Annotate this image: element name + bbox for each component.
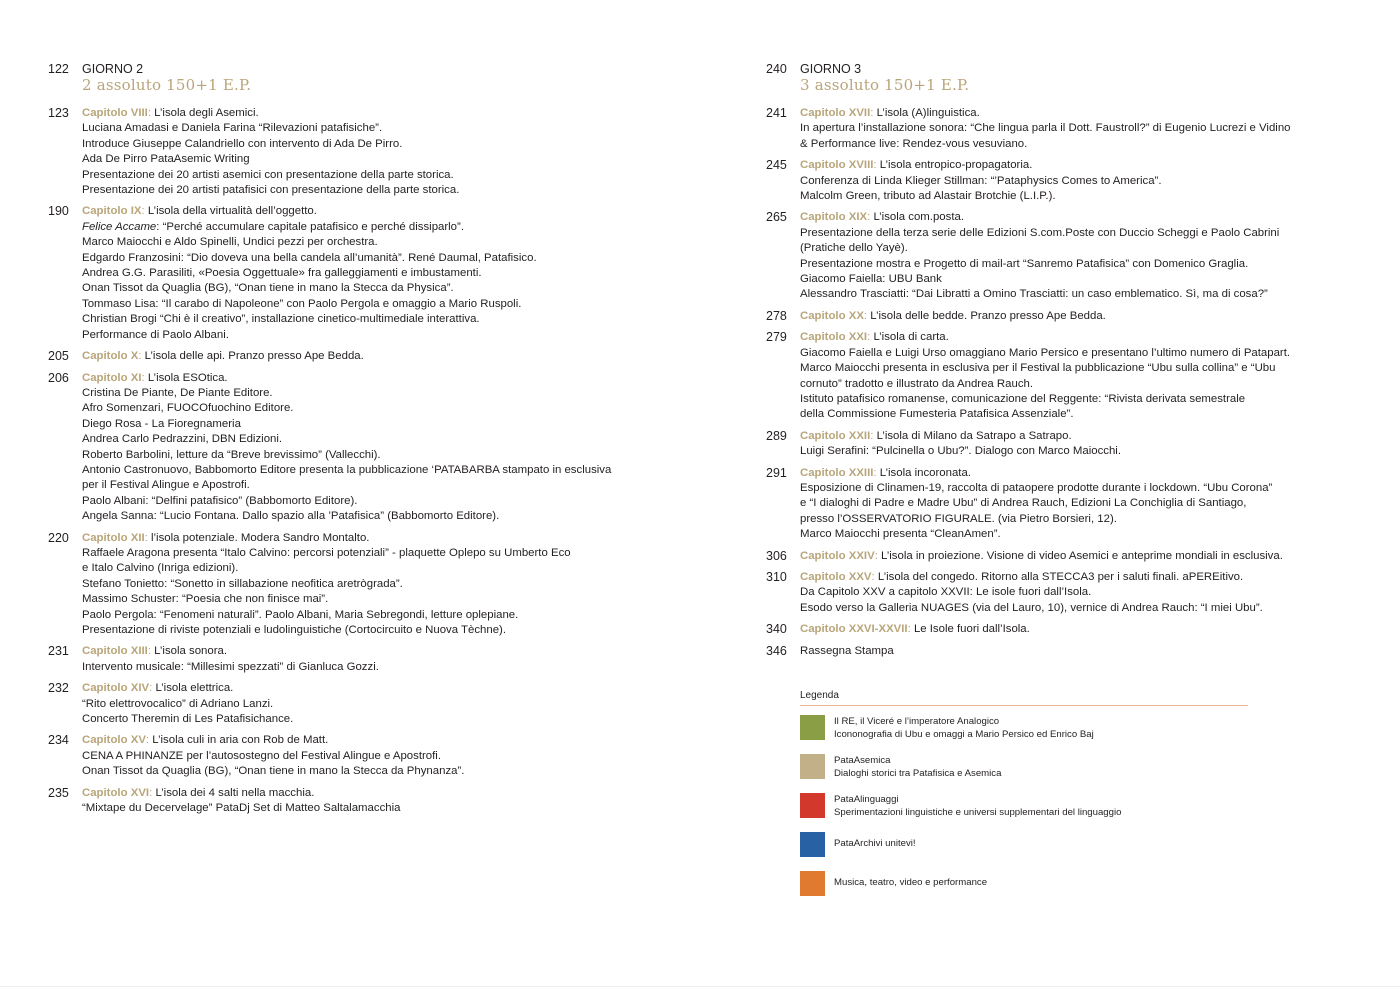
entry-line: Andrea Carlo Pedrazzini, DBN Edizioni. [82, 433, 283, 446]
entry-line: Malcolm Green, tributo ad Alastair Brotchie (L.I.P.). [800, 190, 1056, 203]
chapter-title: L’isola incoronata. [879, 466, 971, 479]
entry-line: Massimo Schuster: “Poesia che non finisce mai”. [82, 593, 329, 606]
page-number: 231 [48, 644, 69, 659]
page-number: 278 [766, 308, 787, 323]
entry-line: Onan Tissot da Quaglia (BG), “Onan tiene in mano la Stecca da Phynanza”. [82, 765, 465, 778]
program-entry [48, 349, 688, 364]
entry-line: Luciana Amadasi e Daniela Farina “Rilevazioni patafisiche”. [82, 122, 383, 135]
page-number: 220 [48, 530, 69, 545]
chapter-title: L’isola delle api. Pranzo presso Ape Bedda. [144, 350, 364, 363]
chapter-colon: : [144, 531, 151, 544]
entry-line: Tommaso Lisa: “Il carabo di Napoleone” con Paolo Pergola e omaggio a Mario Ruspoli. [82, 297, 522, 310]
entry-line: Presentazione della terza serie delle Edizioni S.com.Poste con Duccio Scheggi e Paolo Cabrini [800, 226, 1280, 239]
entry-heading [800, 210, 1366, 225]
entry-heading [800, 570, 1366, 585]
legend-label: PataArchivi unitevi! [834, 838, 916, 849]
chapter-colon: : [147, 107, 155, 119]
program-entry [766, 158, 1366, 204]
chapter-title: L’isola delle bedde. Pranzo presso Ape Bedda. [870, 309, 1106, 322]
speaker-name: Felice Accame [82, 220, 157, 233]
page-number: 346 [766, 643, 787, 658]
entry-heading [800, 622, 1366, 637]
chapter-label: Capitolo XII [82, 531, 145, 544]
entry-line: Giacomo Faiella e Luigi Urso omaggiano Mario Persico e presentano l’ultimo numero di Patapart. [800, 346, 1291, 359]
chapter-label: Capitolo XXII [800, 429, 871, 442]
chapter-colon: : [907, 623, 914, 636]
chapter-colon: : [145, 734, 153, 747]
entry-heading [800, 429, 1366, 444]
entry-line: della Commissione Fumesteria Patafisica Assenziale”. [800, 408, 1074, 421]
page-number: 234 [48, 733, 69, 748]
chapter-colon: : [867, 331, 874, 344]
program-entry [766, 644, 1366, 659]
entry-heading [800, 106, 1366, 121]
page-number: 291 [766, 465, 787, 480]
entry-line: (Pratiche dello Yayè). [800, 242, 908, 255]
chapter-label: Capitolo XVIII [800, 159, 874, 172]
program-entry [48, 733, 688, 779]
chapter-colon: : [873, 159, 880, 172]
program-entry [48, 786, 688, 817]
entry-line: Antonio Castronuovo, Babbomorto Editore presenta la pubblicazione ‘PATABARBA stampato in esclusiva [82, 463, 612, 476]
entry-line: Giacomo Faiella: UBU Bank [800, 273, 942, 286]
legend-text [834, 838, 916, 851]
chapter-title: L’isola com.posta. [873, 211, 964, 224]
page-number: 190 [48, 204, 69, 219]
page-number: 205 [48, 349, 69, 364]
chapter-title: L’isola degli Asemici. [154, 107, 259, 119]
entry-line: e Italo Calvino (Inriga edizioni). [82, 562, 239, 575]
legend-title: Legenda [800, 689, 1248, 706]
chapter-title: L’isola in proiezione. Visione di video Asemici e anteprime mondiali in esclusiva. [881, 549, 1283, 562]
entry-line: Presentazione di riviste potenziali e ludolinguistiche (Cortocircuito e Nuova Tèchne). [82, 624, 506, 636]
entry-line: per il Festival Alingue e Apostrofi. [82, 479, 250, 492]
chapter-label: Capitolo XXVI-XXVII [800, 623, 908, 636]
page-number: 235 [48, 785, 69, 800]
chapter-label: Capitolo XI [82, 371, 142, 384]
chapter-colon: : [141, 371, 148, 384]
chapter-label: Capitolo XIII [82, 645, 148, 658]
chapter-colon: : [871, 570, 878, 583]
page-number: 265 [766, 210, 787, 225]
legend-text [834, 716, 1094, 741]
entry-line: e “I dialoghi di Padre e Madre Ubu” di Andrea Rauch, Edizioni La Conchiglia di Santiago, [800, 497, 1247, 510]
chapter-label: Capitolo XXV [800, 570, 872, 583]
page-number: 306 [766, 548, 787, 563]
page-number: 289 [766, 428, 787, 443]
chapter-title: L’isola di carta. [873, 331, 949, 344]
right-column [766, 62, 1366, 665]
day-label: GIORNO 2 [82, 62, 144, 76]
day-header [766, 62, 1366, 94]
chapter-label: Capitolo XVI [82, 786, 150, 799]
entry-heading [82, 349, 688, 364]
legend-text [834, 794, 1121, 819]
entry-line: CENA A PHINANZE per l’autosostegno del Festival Alingue e Apostrofi. [82, 749, 441, 762]
program-entry [48, 106, 688, 198]
chapter-title: L’isola della virtualità dell’oggetto. [147, 205, 317, 218]
legend-swatch [800, 793, 825, 818]
page-number: 232 [48, 681, 69, 696]
entry-line: Onan Tissot da Quaglia (BG), “Onan tiene in mano la Stecca da Physica”. [82, 282, 454, 295]
chapter-colon: : [874, 549, 882, 562]
program-entry [766, 466, 1366, 543]
entry-line: “Mixtape du Decervelage” PataDj Set di Matteo Saltalamacchia [82, 802, 401, 815]
chapter-title: L’isola entropico-propagatoria. [879, 159, 1033, 172]
left-column [48, 62, 688, 822]
chapter-label: Capitolo XV [82, 734, 146, 747]
program-entry [48, 531, 688, 639]
chapter-title: L’isola ESOtica. [147, 371, 228, 384]
chapter-title: L’isola sonora. [154, 645, 227, 658]
legend-label: PataAlinguaggi [834, 794, 899, 805]
legend-swatch [800, 832, 825, 857]
program-entry [766, 210, 1366, 302]
entry-line: Paolo Pergola: “Fenomeni naturali”. Paolo Albani, Maria Sebregondi, letture oplepiane. [82, 608, 519, 621]
chapter-label: Capitolo IX [82, 205, 142, 218]
program-entry [48, 681, 688, 727]
entry-line: Paolo Albani: “Delfini patafisico” (Babbomorto Editore). [82, 494, 358, 507]
program-entry [766, 106, 1366, 152]
entry-line: In apertura l’installazione sonora: “Che lingua parla il Dott. Faustroll?” di Eugenio Lucrezi e Vidino [800, 122, 1291, 135]
entry-line: Stefano Tonietto: “Sonetto in sillabazione neofitica aretrògrada”. [82, 577, 403, 590]
page-number: 122 [48, 62, 69, 76]
entry-line: Edgardo Franzosini: “Dio doveva una bella candela all’umanità”. René Daumal, Patafisico. [82, 251, 537, 264]
page-number: 245 [766, 158, 787, 173]
legend-item [800, 754, 1248, 779]
entry-line: Conferenza di Linda Klieger Stillman: “’Pataphysics Comes to America”. [800, 174, 1162, 187]
chapter-label: Capitolo XXIV [800, 549, 875, 562]
entry-line: Da Capitolo XXV a capitolo XXVII: Le isole fuori dall’Isola. [800, 586, 1092, 599]
legend-items [800, 715, 1248, 896]
entry-line: Alessandro Trasciatti: “Dai Libratti a Omino Trasciatti: un caso emblematico. Sì, ma di cosa?” [800, 288, 1268, 301]
entry-line: cornuto” tradotto e illustrato da Andrea Rauch. [800, 377, 1034, 390]
legend [800, 689, 1248, 910]
entry-heading [800, 644, 1366, 659]
program-entry [766, 622, 1366, 637]
legend-description: Sperimentazioni linguistiche e universi supplementari del linguaggio [834, 806, 1122, 818]
entry-heading [82, 204, 688, 219]
entry-line: Presentazione dei 20 artisti patafisici con presentazione della parte storica. [82, 184, 460, 197]
entry-line: Ada De Pirro PataAsemic Writing [82, 153, 250, 166]
chapter-title: L’isola elettrica. [155, 682, 234, 695]
legend-text [834, 755, 1001, 780]
program-entry [48, 644, 688, 675]
entry-line: Istituto patafisico romanense, comunicazione del Reggente: “Rivista derivata semestrale [800, 392, 1246, 405]
program-entry [48, 204, 688, 343]
chapter-title: L’isola dei 4 salti nella macchia. [155, 786, 315, 799]
entry-line: “Rito elettrovocalico” di Adriano Lanzi. [82, 697, 274, 710]
entry-line: Afro Somenzari, FUOCOfuochino Editore. [82, 402, 294, 415]
day-header [48, 62, 688, 94]
entry-heading [82, 371, 688, 386]
chapter-colon: : [863, 309, 871, 322]
page-number: 310 [766, 569, 787, 584]
entry-heading [82, 531, 688, 546]
legend-label: PataAsemica [834, 755, 891, 766]
chapter-colon: : [149, 682, 156, 695]
chapter-label: Capitolo XIV [82, 682, 150, 695]
entry-heading [800, 309, 1366, 324]
legend-description: Dialoghi storici tra Patafisica e Asemica [834, 767, 1002, 779]
program-entry [766, 570, 1366, 616]
entry-line: Performance di Paolo Albani. [82, 328, 229, 341]
chapter-label: Capitolo VIII [82, 107, 148, 119]
program-entry [766, 309, 1366, 324]
chapter-colon: : [867, 211, 874, 224]
entry-heading [82, 733, 688, 748]
entry-line [82, 220, 688, 235]
legend-item [800, 793, 1248, 818]
legend-item [800, 832, 1248, 857]
entry-line: Marco Maiocchi presenta in esclusiva per il Festival la pubblicazione “Ubu sulla collina” e “Ubu [800, 362, 1276, 375]
page-number: 206 [48, 370, 69, 385]
entry-line: Presentazione mostra e Progetto di mail-art “Sanremo Patafisica” con Domenico Graglia. [800, 257, 1249, 270]
entry-line: Luigi Serafini: “Pulcinella o Ubu?”. Dialogo con Marco Maiocchi. [800, 445, 1121, 458]
chapter-label: Capitolo XIX [800, 211, 868, 224]
day-label: GIORNO 3 [800, 62, 862, 76]
legend-item [800, 871, 1248, 896]
chapter-colon: : [873, 466, 880, 479]
entry-line: Christian Brogi “Chi è il creativo”, installazione cinetico-multimediale interattiva. [82, 313, 480, 326]
entry-line: Marco Maiocchi presenta “CleanAmen”. [800, 528, 1001, 541]
chapter-colon: : [870, 107, 877, 119]
chapter-colon: : [149, 786, 156, 799]
page-number: 279 [766, 330, 787, 345]
entry-line: Angela Sanna: “Lucio Fontana. Dallo spazio alla ’Patafisica” (Babbomorto Editore). [82, 510, 500, 523]
chapter-title: L’isola culi in aria con Rob de Matt. [152, 734, 329, 747]
entry-line: Esodo verso la Galleria NUAGES (via del Lauro, 10), vernice di Andrea Rauch: “I miei Ubu”. [800, 601, 1263, 614]
entry-heading [82, 681, 688, 696]
entry-heading [800, 158, 1366, 173]
chapter-colon: : [870, 429, 877, 442]
page-number: 241 [766, 106, 787, 120]
day-subtitle: 2 assoluto 150+1 E.P. [82, 76, 252, 94]
legend-item [800, 715, 1248, 740]
entry-line: Introduce Giuseppe Calandriello con intervento di Ada De Pirro. [82, 137, 403, 150]
day-subtitle: 3 assoluto 150+1 E.P. [800, 76, 970, 94]
entry-line: & Performance live: Rendez-vous vesuviano. [800, 137, 1028, 150]
bottom-rule [0, 986, 1400, 987]
entry-line: Raffaele Aragona presenta “Italo Calvino: percorsi potenziali” - plaquette Oplepo su Umberto Eco [82, 546, 571, 559]
page-number: 123 [48, 106, 69, 120]
entry-heading [800, 466, 1366, 481]
entry-line: Concerto Theremin di Les Patafisichance. [82, 713, 294, 726]
legend-swatch [800, 871, 825, 896]
chapter-title: Rassegna Stampa [800, 644, 894, 657]
entry-heading [82, 644, 688, 659]
chapter-colon: : [141, 205, 148, 218]
entry-heading [82, 106, 688, 121]
page-number: 340 [766, 622, 787, 637]
entry-line: Roberto Barbolini, letture da “Breve brevissimo” (Vallecchi). [82, 448, 381, 461]
chapter-label: Capitolo XXI [800, 331, 868, 344]
legend-swatch [800, 715, 825, 740]
chapter-title: L’isola di Milano da Satrapo a Satrapo. [876, 429, 1072, 442]
entry-line: Marco Maiocchi e Aldo Spinelli, Undici pezzi per orchestra. [82, 236, 378, 249]
chapter-title: Le Isole fuori dall’Isola. [913, 623, 1030, 636]
chapter-colon: : [138, 350, 145, 363]
legend-text [834, 877, 987, 890]
program-entry [766, 330, 1366, 422]
entry-heading [800, 549, 1366, 564]
program-entry [766, 549, 1366, 564]
entry-line: Andrea G.G. Parasiliti, «Poesia Oggettuale» fra galleggiamenti e imbustamenti. [82, 267, 482, 280]
chapter-colon: : [147, 645, 155, 658]
legend-swatch [800, 754, 825, 779]
chapter-title: l’isola potenziale. Modera Sandro Montalto. [151, 531, 370, 544]
page-number: 240 [766, 62, 787, 76]
entry-heading [800, 330, 1366, 345]
entry-line-text: : “Perché accumulare capitale patafisico e perché dissiparlo”. [156, 220, 464, 233]
legend-label: Il RE, il Viceré e l’imperatore Analogico [834, 716, 1000, 727]
chapter-title: L’isola del congedo. Ritorno alla STECCA3 per i saluti finali. aPEREitivo. [877, 570, 1244, 583]
entry-heading [82, 786, 688, 801]
legend-label: Musica, teatro, video e performance [834, 877, 988, 888]
chapter-label: Capitolo XXIII [800, 466, 874, 479]
program-entry [766, 429, 1366, 460]
chapter-label: Capitolo XX [800, 309, 864, 322]
entry-line: presso l’OSSERVATORIO FIGURALE. (via Pietro Borsieri, 12). [800, 512, 1117, 525]
chapter-label: Capitolo X [82, 350, 139, 363]
entry-line: Diego Rosa - La Fioregnameria [82, 417, 241, 430]
entry-line: Cristina De Piante, De Piante Editore. [82, 386, 273, 399]
chapter-title: L’isola (A)linguistica. [876, 107, 980, 119]
program-entry [48, 371, 688, 525]
entry-line: Esposizione di Clinamen-19, raccolta di pataopere prodotte durante i lockdown. “Ubu Corona” [800, 481, 1273, 494]
entry-line: Presentazione dei 20 artisti asemici con presentazione della parte storica. [82, 168, 454, 181]
chapter-label: Capitolo XVII [800, 107, 871, 119]
legend-description: Icononografia di Ubu e omaggi a Mario Persico ed Enrico Baj [834, 728, 1094, 740]
entry-line: Intervento musicale: “Millesimi spezzati” di Gianluca Gozzi. [82, 660, 379, 673]
